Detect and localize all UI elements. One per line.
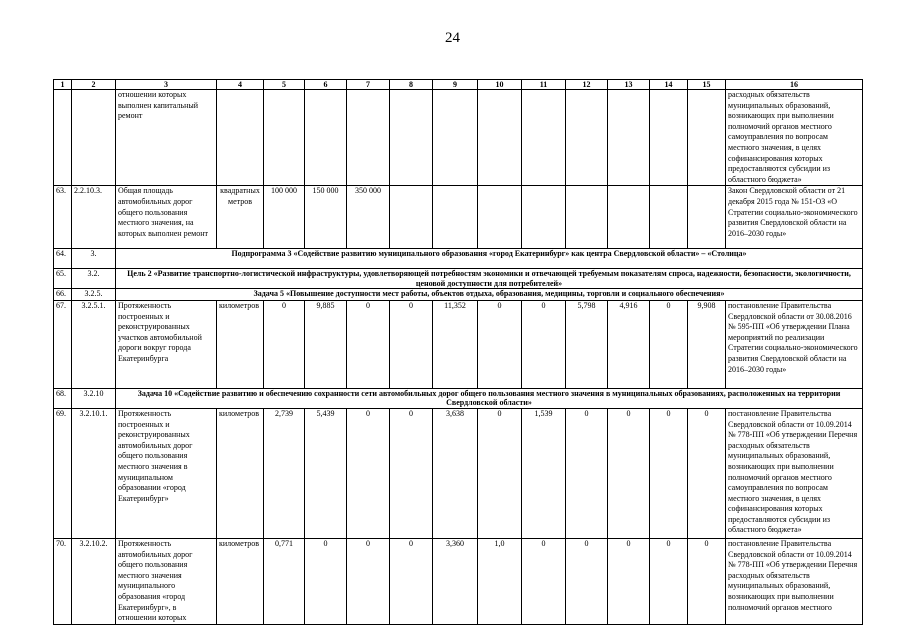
table-row bbox=[54, 538, 863, 624]
row-number: 64. bbox=[54, 249, 72, 269]
row-code: 3.2.10.1. bbox=[72, 408, 116, 538]
value-cell: 0 bbox=[347, 538, 390, 624]
row-number: 70. bbox=[54, 538, 72, 624]
value-cell: 0 bbox=[347, 300, 390, 388]
value-cell: 100 000 bbox=[264, 186, 305, 249]
value-cell: 150 000 bbox=[305, 186, 347, 249]
value-cell: 0 bbox=[264, 300, 305, 388]
value-cell: 0 bbox=[522, 538, 566, 624]
value-cell: 0 bbox=[566, 538, 608, 624]
column-number: 14 bbox=[650, 80, 688, 90]
row-code: 2.2.10.3. bbox=[72, 186, 116, 249]
value-cell: 3,360 bbox=[433, 538, 478, 624]
value-cell: 9,885 bbox=[305, 300, 347, 388]
row-number: 69. bbox=[54, 408, 72, 538]
value-cell: 0 bbox=[650, 408, 688, 538]
row-code: 3.2. bbox=[72, 269, 116, 289]
value-cell: 1,0 bbox=[478, 538, 522, 624]
value-cell: 0 bbox=[478, 300, 522, 388]
row-code: 3.2.5. bbox=[72, 289, 116, 301]
value-cell: 0 bbox=[390, 408, 433, 538]
value-cell: 0 bbox=[305, 538, 347, 624]
row-number: 67. bbox=[54, 300, 72, 388]
column-number: 10 bbox=[478, 80, 522, 90]
row-number: 65. bbox=[54, 269, 72, 289]
row-number: 63. bbox=[54, 186, 72, 249]
column-number-row bbox=[54, 80, 863, 90]
value-cell: 0 bbox=[522, 300, 566, 388]
table-row bbox=[54, 269, 863, 289]
value-cell: 0 bbox=[688, 538, 726, 624]
value-cell: 0 bbox=[566, 408, 608, 538]
column-number: 13 bbox=[608, 80, 650, 90]
row-number: 66. bbox=[54, 289, 72, 301]
column-number: 1 bbox=[54, 80, 72, 90]
value-cell: 5,439 bbox=[305, 408, 347, 538]
value-cell: 11,352 bbox=[433, 300, 478, 388]
value-cell: 350 000 bbox=[347, 186, 390, 249]
row-number: 68. bbox=[54, 388, 72, 408]
column-number: 16 bbox=[726, 80, 863, 90]
task-heading: Задача 5 «Повышение доступности мест работы, объектов отдыха, образования, медицины, торговли и социального обеспечения» bbox=[116, 289, 863, 301]
column-number: 8 bbox=[390, 80, 433, 90]
value-cell: 0 bbox=[608, 408, 650, 538]
legal-basis: постановление Правительства Свердловской области от 10.09.2014 № 778-ПП «Об утверждении Перечня расходных обязательств муниципальных образований, возникающих при выполнении полномочий органов местного bbox=[726, 538, 863, 624]
table-row bbox=[54, 300, 863, 388]
value-cell: 0,771 bbox=[264, 538, 305, 624]
column-number: 11 bbox=[522, 80, 566, 90]
value-cell: 5,798 bbox=[566, 300, 608, 388]
table-row bbox=[54, 289, 863, 301]
value-cell: 0 bbox=[650, 300, 688, 388]
value-cell: 9,908 bbox=[688, 300, 726, 388]
value-cell: 0 bbox=[650, 538, 688, 624]
indicators-table bbox=[53, 79, 863, 625]
legal-basis: Закон Свердловской области от 21 декабря 2015 года № 151-ОЗ «О Стратегии социально-экономического развития Свердловской области на 2016–2030 годы» bbox=[726, 186, 863, 249]
value-cell: 0 bbox=[478, 408, 522, 538]
value-cell: 0 bbox=[390, 300, 433, 388]
row-code: 3. bbox=[72, 249, 116, 269]
value-cell: 0 bbox=[608, 538, 650, 624]
indicator-name: Протяженность автомобильных дорог общего пользования местного значения муниципального образования «город Екатеринбург», в отношении которых bbox=[116, 538, 217, 624]
value-cell: 4,916 bbox=[608, 300, 650, 388]
row-code: 3.2.10.2. bbox=[72, 538, 116, 624]
indicator-name: Протяженность построенных и реконструированных участков автомобильной дороги вокруг города Екатеринбурга bbox=[116, 300, 217, 388]
table-row bbox=[54, 249, 863, 269]
row-code: 3.2.5.1. bbox=[72, 300, 116, 388]
unit: квадратных метров bbox=[217, 186, 264, 249]
value-cell: 0 bbox=[347, 408, 390, 538]
indicator-name: отношении которых выполнен капитальный ремонт bbox=[116, 90, 217, 186]
column-number: 9 bbox=[433, 80, 478, 90]
column-number: 3 bbox=[116, 80, 217, 90]
indicator-name: Протяженность построенных и реконструированных автомобильных дорог общего пользования местного значения в муниципальном образовании «город Екатеринбург» bbox=[116, 408, 217, 538]
column-number: 12 bbox=[566, 80, 608, 90]
task-heading: Задача 10 «Содействие развитию и обеспечению сохранности сети автомобильных дорог общего пользования местного значения в муниципальных образованиях, расположенных на территории Свердловской области» bbox=[116, 388, 863, 408]
column-number: 2 bbox=[72, 80, 116, 90]
legal-basis: постановление Правительства Свердловской области от 30.08.2016 № 595-ПП «Об утверждении Плана мероприятий по реализации Стратегии социально-экономического развития Свердловской области на 2016–2030 годы» bbox=[726, 300, 863, 388]
column-number: 4 bbox=[217, 80, 264, 90]
indicator-name: Общая площадь автомобильных дорог общего пользования местного значения, на которых выполнен ремонт bbox=[116, 186, 217, 249]
column-number: 6 bbox=[305, 80, 347, 90]
table-row bbox=[54, 186, 863, 249]
table-row bbox=[54, 90, 863, 186]
column-number: 5 bbox=[264, 80, 305, 90]
column-number: 7 bbox=[347, 80, 390, 90]
value-cell: 2,739 bbox=[264, 408, 305, 538]
unit: километров bbox=[217, 408, 264, 538]
subprogram-heading: Подпрограмма 3 «Содействие развитию муниципального образования «город Екатеринбург» как центра Свердловской области» – «Столица» bbox=[116, 249, 863, 269]
unit: километров bbox=[217, 300, 264, 388]
table-row bbox=[54, 388, 863, 408]
value-cell: 0 bbox=[688, 408, 726, 538]
page-number: 24 bbox=[445, 30, 460, 46]
value-cell: 0 bbox=[390, 538, 433, 624]
column-number: 15 bbox=[688, 80, 726, 90]
legal-basis: расходных обязательств муниципальных образований, возникающих при выполнении полномочий органов местного самоуправления по вопросам местного значения, в целях софинансирования которых предоставляются субсидии из областного бюджета» bbox=[726, 90, 863, 186]
value-cell: 3,638 bbox=[433, 408, 478, 538]
goal-heading: Цель 2 «Развитие транспортно-логистической инфраструктуры, удовлетворяющей потребностям экономики и отвечающей требуемым показателям спроса, надежности, безопасности, экологичности, ценовой доступности для потребителей» bbox=[116, 269, 863, 289]
row-code: 3.2.10 bbox=[72, 388, 116, 408]
table-row bbox=[54, 408, 863, 538]
unit: километров bbox=[217, 538, 264, 624]
value-cell: 1,539 bbox=[522, 408, 566, 538]
legal-basis: постановление Правительства Свердловской области от 10.09.2014 № 778-ПП «Об утверждении Перечня расходных обязательств муниципальных образований, возникающих при выполнении полномочий органов местного самоуправления по вопросам местного значения, в целях софинансирования которых предоставляются субсидии из областного бюджета» bbox=[726, 408, 863, 538]
